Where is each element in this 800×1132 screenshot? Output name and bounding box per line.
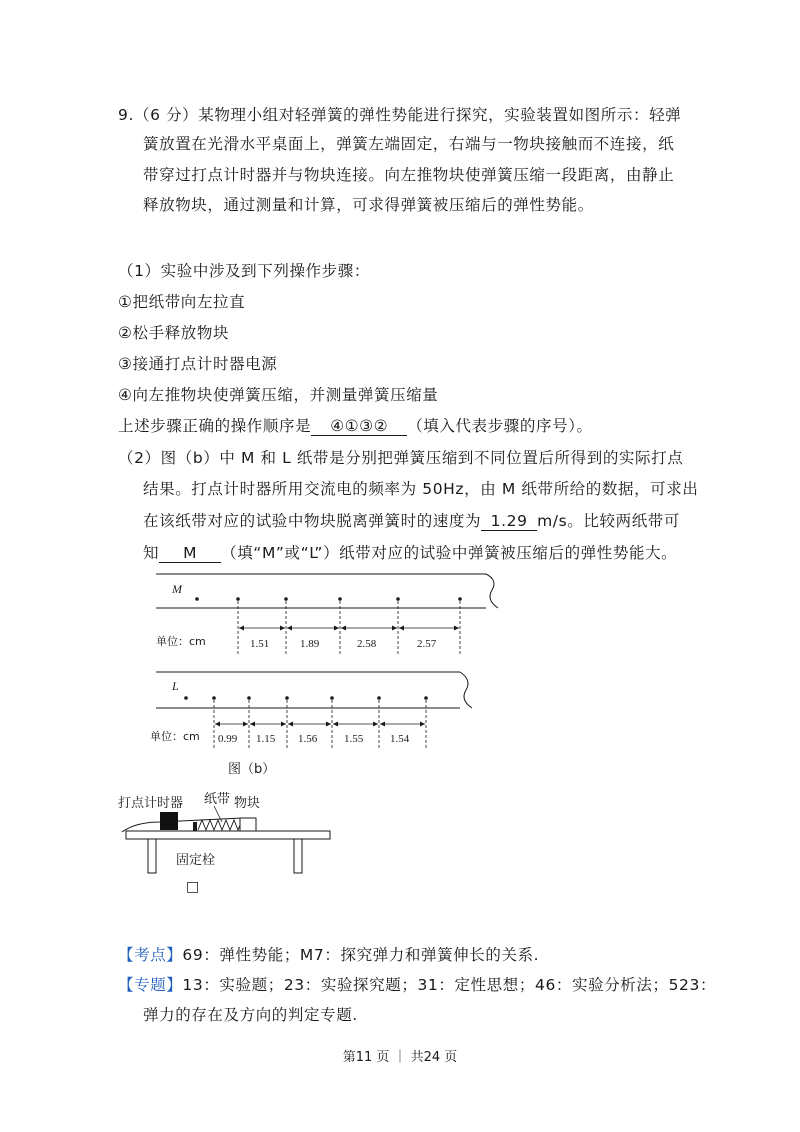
tape-m-unit: 单位：cm [156, 635, 206, 648]
order-line [118, 415, 593, 437]
page-footer: 第11 页 ｜ 共24 页 [342, 1050, 458, 1065]
tape-label: 纸带 [204, 792, 231, 807]
timer-box [160, 812, 178, 830]
tape-l-interval: 0.99 [218, 733, 238, 745]
part2-line-1: （2）图（b）中 M 和 L 纸带是分别把弹簧压缩到不同位置后所得到的实际打点 [118, 449, 684, 467]
tape-m-torn-edge [486, 574, 498, 608]
question-line-4: 释放物块，通过测量和计算，可求得弹簧被压缩后的弹性势能。 [143, 196, 594, 214]
tape-m-interval: 2.58 [357, 638, 377, 650]
tape-m-interval: 1.89 [300, 638, 320, 650]
tape-m-dot [195, 597, 199, 601]
step-1: ①把纸带向左拉直 [118, 293, 246, 311]
table-leg-right [294, 839, 302, 873]
question-line-3: 带穿过打点计时器并与物块连接。向左推物块使弹簧压缩一段距离，由静止 [143, 166, 675, 184]
tape-l-dot [212, 696, 216, 700]
tape-l-dot [377, 696, 381, 700]
tape-l-torn-edge [460, 672, 472, 708]
tape-m-dot [396, 597, 400, 601]
table-top [126, 831, 330, 839]
tape-m-dot [236, 597, 240, 601]
order-answer: ④①③② [311, 417, 407, 436]
tape-m-dot [458, 597, 462, 601]
speed-suffix: m/s。比较两纸带可 [537, 512, 681, 530]
zhuanti-line-1 [118, 974, 716, 996]
tape-l-interval: 1.56 [298, 733, 318, 745]
kaodian-line [118, 944, 539, 966]
speed-prefix: 在该纸带对应的试验中物块脱离弹簧时的速度为 [143, 512, 482, 530]
tape-l-interval: 1.15 [256, 733, 276, 745]
tape-l-interval: 1.55 [344, 733, 364, 745]
apparatus-diagram [112, 788, 342, 898]
timer-label: 打点计时器 [118, 796, 184, 811]
compare-suffix: （填“M”或“L”）纸带对应的试验中弹簧被压缩后的弹性势能大。 [221, 544, 678, 562]
tape-l-dot [184, 696, 188, 700]
tape-l-dot [330, 696, 334, 700]
kaodian-tag: 【考点】 [118, 946, 183, 964]
kaodian-text: 69：弹性势能；M7：探究弹力和弹簧伸长的关系. [182, 946, 540, 964]
apparatus-caption: □ [186, 879, 200, 895]
peg-label: 固定栓 [176, 853, 216, 868]
compare-answer: M [159, 544, 221, 563]
tape-l-dot [285, 696, 289, 700]
compare-prefix: 知 [143, 544, 160, 562]
tape-m-dot [338, 597, 342, 601]
tape-l-diagram [150, 668, 510, 758]
tape-l-unit: 单位：cm [150, 730, 200, 743]
part1-intro: （1）实验中涉及到下列操作步骤： [118, 262, 370, 280]
order-prefix: 上述步骤正确的操作顺序是 [118, 417, 312, 435]
step-3: ③接通打点计时器电源 [118, 355, 278, 373]
zhuanti-tag: 【专题】 [118, 976, 183, 994]
tape-m-interval: 1.51 [250, 638, 270, 650]
question-line-2: 簧放置在光滑水平桌面上，弹簧左端固定，右端与一物块接触而不连接，纸 [143, 135, 675, 153]
order-suffix: （填入代表步骤的序号）。 [407, 417, 593, 435]
step-4: ④向左推物块使弹簧压缩，并测量弹簧压缩量 [118, 386, 439, 404]
part2-line-4 [143, 542, 677, 564]
block [240, 818, 256, 831]
tape-l-interval: 1.54 [390, 733, 410, 745]
tape-m-interval: 2.57 [417, 638, 437, 650]
part2-line-3 [143, 510, 680, 532]
step-2: ②松手释放物块 [118, 324, 230, 342]
table-leg-left [148, 839, 156, 873]
tape-m-diagram [150, 570, 510, 660]
figure-b-caption: 图（b） [228, 762, 276, 777]
tape-l-label: L [172, 679, 179, 693]
zhuanti-text: 13：实验题；23：实验探究题；31：定性思想；46：实验分析法；523： [182, 976, 717, 994]
part2-line-2: 结果。打点计时器所用交流电的频率为 50Hz，由 M 纸带所给的数据，可求出 [143, 480, 699, 498]
speed-answer: 1.29 [481, 512, 537, 531]
tape-m-dot [284, 597, 288, 601]
block-label: 物块 [234, 796, 261, 811]
zhuanti-line-2: 弹力的存在及方向的判定专题. [143, 1006, 358, 1024]
fixed-peg [193, 822, 197, 831]
tape-l-dot [424, 696, 428, 700]
tape-l-dot [247, 696, 251, 700]
tape-m-label: M [172, 582, 182, 596]
question-line-1: 9.（6 分）某物理小组对轻弹簧的弹性势能进行探究，实验装置如图所示：轻弹 [118, 106, 682, 124]
